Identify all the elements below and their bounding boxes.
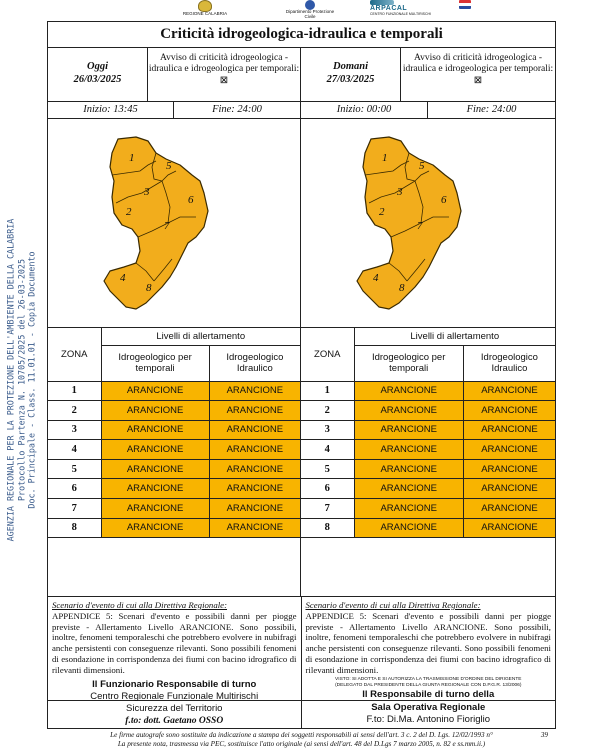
zone-label-8: 8	[399, 282, 405, 294]
zone-label-8: 8	[146, 282, 152, 294]
zone-label-7: 7	[164, 220, 170, 232]
col-temporali-header: Idrogeologico per temporali	[101, 345, 209, 381]
protocol-stamp-text: AGENZIA REGIONALE PER LA PROTEZIONE DELL'AMBIENTE DELLA CALABRIA Protocollo Partenza N. 10705/2025 del 26-03-2025 Doc. Principale - Class. 11.01.01 - Copia Documento	[5, 218, 37, 542]
bulletin	[47, 21, 556, 701]
today-header	[48, 48, 300, 102]
today-date-cell: Oggi 26/03/2025	[48, 48, 148, 101]
zona-header: ZONA	[48, 328, 101, 381]
avviso-checkbox-icon: ⊠	[219, 75, 229, 86]
col-temporali-header: Idrogeologico per temporali	[354, 345, 463, 381]
tomorrow-column	[301, 48, 555, 596]
zone-label-2: 2	[126, 206, 132, 218]
zone-label-3: 3	[397, 186, 403, 198]
zone-label-7: 7	[417, 220, 423, 232]
zone-label-3: 3	[144, 186, 150, 198]
zone-row: 3 ARANCIONE ARANCIONE	[48, 420, 300, 440]
zone-row: 2 ARANCIONE ARANCIONE	[301, 401, 555, 421]
scenario-today: Scenario d'evento di cui alla Direttiva Regionale: APPENDICE 5: Scenari d'evento e possibili danni per piogge previste - Allertamento Livello ARANCIONE. Sono possibili, inoltre, fenomeni temporaleschi che potrebbero evolvere in nubifragi anche persistenti con conseguenze rilevanti. Sono possibili fenomeni di esondazione in corrispondenza dei fiumi con bacino idrografico di rilevanti dimensioni.	[48, 597, 302, 696]
tomorrow-times	[301, 102, 555, 119]
scenario-tomorrow: Scenario d'evento di cui alla Direttiva Regionale: APPENDICE 5: Scenari d'evento e possibili danni per piogge previste - Allertamento Livello ARANCIONE. Sono possibili, inoltre, fenomeni temporaleschi che potrebbero evolvere in nubifragi anche persistenti con conseguenze rilevanti. Sono possibili fenomeni di esondazione in corrispondenza dei fiumi con bacino idrografico di rilevanti dimensioni.	[305, 600, 551, 675]
bulletin-title: Criticità idrogeologica-idraulica e temporali	[48, 22, 555, 48]
livelli-header: Livelli di allertamento	[354, 328, 555, 345]
page-number: 39	[540, 731, 548, 739]
zone-row: 7 ARANCIONE ARANCIONE	[301, 499, 555, 519]
zone-row: 1 ARANCIONE ARANCIONE	[301, 381, 555, 401]
col-idraulico-header: Idrogeologico Idraulico	[463, 345, 555, 381]
zone-row: 3 ARANCIONE ARANCIONE	[301, 420, 555, 440]
calabria-map-today	[88, 129, 258, 319]
arpacal-logo: ARPACAL CENTRO FUNZIONALE MULTIRISCHI	[370, 0, 440, 20]
zone-row: 2 ARANCIONE ARANCIONE	[48, 401, 300, 421]
today-times	[48, 102, 300, 119]
avviso-checkbox-icon: ⊠	[473, 75, 483, 86]
zone-label-4: 4	[373, 272, 379, 284]
tomorrow-zone-table	[301, 328, 555, 538]
zone-label-1: 1	[129, 152, 135, 164]
tomorrow-map	[301, 119, 555, 328]
zone-label-5: 5	[166, 160, 172, 172]
zone-label-2: 2	[379, 206, 385, 218]
zone-row: 6 ARANCIONE ARANCIONE	[301, 479, 555, 499]
forecast-columns	[48, 48, 555, 596]
tomorrow-avviso: Avviso di criticità idrogeologica - idraulica e idrogeologica per temporali: ⊠	[402, 53, 554, 86]
zone-label-4: 4	[120, 272, 126, 284]
zone-row: 8 ARANCIONE ARANCIONE	[48, 518, 300, 538]
zone-label-5: 5	[419, 160, 425, 172]
flag-logo	[450, 0, 480, 20]
calabria-map-tomorrow	[341, 129, 511, 319]
zone-label-6: 6	[188, 194, 194, 206]
zone-row: 5 ARANCIONE ARANCIONE	[301, 459, 555, 479]
protocol-stamp	[0, 180, 42, 580]
col-idraulico-header: Idrogeologico Idraulico	[209, 345, 300, 381]
today-column	[48, 48, 301, 596]
protezione-civile-logo: Dipartimento Protezione Civile	[280, 0, 340, 20]
zone-row: 1 ARANCIONE ARANCIONE	[48, 381, 300, 401]
tomorrow-date-cell: Domani 27/03/2025	[301, 48, 401, 101]
today-end: Fine: 24:00	[212, 104, 262, 115]
flag-icon	[459, 0, 471, 9]
signature-left: Il Funzionario Responsabile di turno Centro Regionale Funzionale Multirischi Sicurezza del Territorio f.to: dott. Gaetano OSSO	[48, 674, 302, 728]
signature-right: VISTO: SI ADOTTA E SI AUTORIZZA LA TRASMISSIONE D'ORDINE DEL DIRIGENTE (DELEGATO DAL PRESIDENTE DELLA GIUNTA REGIONALE CON D.P.G.R. 13/2006) Il Responsabile di turno della Sala Operativa Regionale F.to: Di.Ma. Antonino Fioriglio	[335, 677, 522, 726]
zone-row: 6 ARANCIONE ARANCIONE	[48, 479, 300, 499]
regione-calabria-logo: REGIONE CALABRIA	[170, 0, 240, 20]
zone-label-6: 6	[441, 194, 447, 206]
header-logos	[170, 0, 510, 20]
today-start: Inizio: 13:45	[48, 102, 174, 118]
zone-row: 4 ARANCIONE ARANCIONE	[301, 440, 555, 460]
footer-note: Le firme autografe sono sostituite da indicazione a stampa dei soggetti responsabili ai sensi dell'art. 3 c. 2 del D. Lgs. 12/02/1993 n° La presente nota, trasmessa via PEC, sostituisce l'atto originale (ai sensi dell'art. 48 del D.Lgs 7 marzo 2005, n. 82 e ss.mm.ii.)	[110, 731, 493, 748]
zone-row: 8 ARANCIONE ARANCIONE	[301, 518, 555, 538]
today-zone-table	[48, 328, 300, 538]
zone-label-1: 1	[382, 152, 388, 164]
livelli-header: Livelli di allertamento	[101, 328, 300, 345]
tomorrow-header	[301, 48, 555, 102]
today-map	[48, 119, 300, 328]
zone-row: 5 ARANCIONE ARANCIONE	[48, 459, 300, 479]
tomorrow-start: Inizio: 00:00	[301, 102, 428, 118]
zona-header: ZONA	[301, 328, 354, 381]
today-avviso: Avviso di criticità idrogeologica - idraulica e idrogeologica per temporali: ⊠	[148, 53, 300, 86]
tomorrow-end: Fine: 24:00	[466, 104, 517, 115]
zone-row: 4 ARANCIONE ARANCIONE	[48, 440, 300, 460]
signature-section	[47, 674, 556, 729]
zone-row: 7 ARANCIONE ARANCIONE	[48, 499, 300, 519]
